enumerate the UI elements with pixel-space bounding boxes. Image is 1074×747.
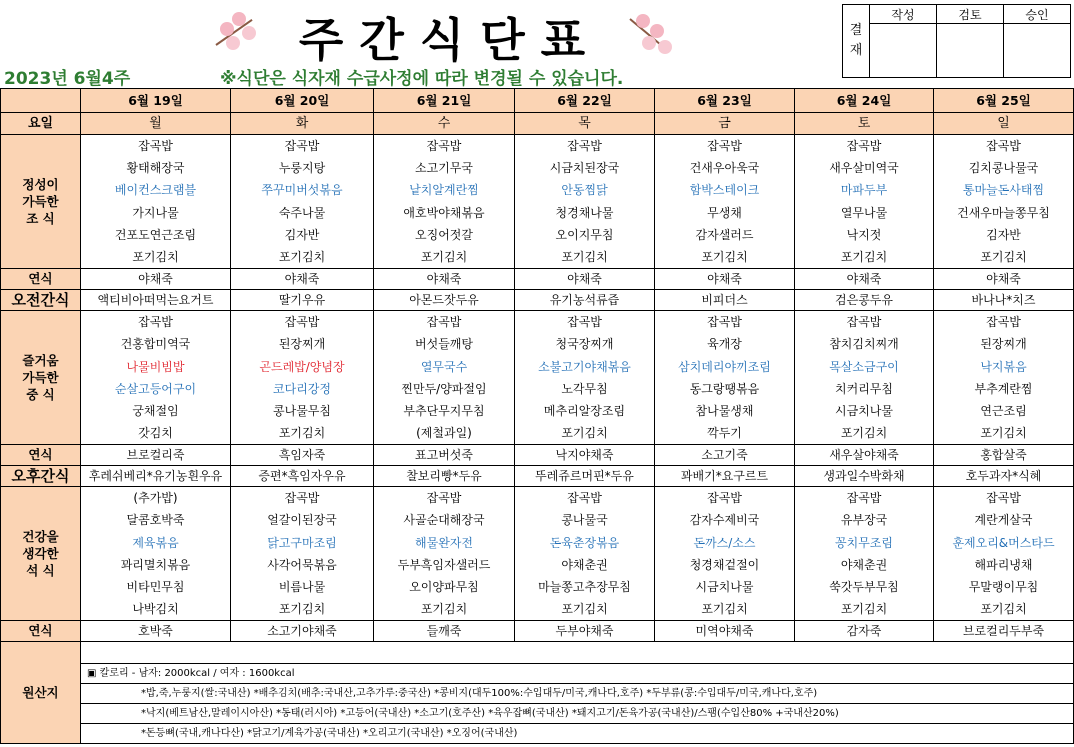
menu-item: 버섯들깨탕	[415, 337, 473, 352]
origin-line: *밥,죽,누룽지(쌀:국내산) *배추김치(배추:국내산,고추가루:중국산) *콩비지(대두100%:수입대두/미국,캐나다,호주) *두부류(콩:수입대두/미국,캐나다,호주)	[81, 684, 1073, 704]
menu-item: 깍두기	[707, 426, 742, 441]
menu-item: 비타민무침	[126, 580, 185, 594]
menu-item: 치커리무침	[835, 381, 893, 396]
menu-item: 낙지젓	[846, 227, 882, 242]
menu-item: 오이양파무침	[409, 580, 479, 594]
meal-cell	[81, 311, 231, 445]
menu-item: 돈육춘장볶음	[549, 535, 620, 550]
date-cell: 6월 24일	[795, 89, 934, 113]
menu-item: 김자반	[986, 227, 1021, 242]
menu-item: 잡곡밥	[707, 315, 742, 330]
date-row	[1, 89, 1074, 113]
meal-cell	[81, 487, 231, 621]
snack-cell: 바나나*치즈	[934, 290, 1074, 311]
origin-content	[81, 642, 1074, 744]
menu-item: 콩나물국	[561, 513, 608, 528]
menu-item: 잡곡밥	[846, 315, 882, 330]
menu-item: 황태해장국	[126, 161, 185, 176]
snack-cell: 아몬드잣두유	[374, 290, 515, 311]
weekday-cell: 월	[81, 113, 231, 135]
menu-item: 포기김치	[840, 426, 888, 441]
porridge-cell: 야채죽	[655, 269, 795, 290]
breakfast-porridge-row	[1, 269, 1074, 290]
approval-sign-review[interactable]	[937, 24, 1004, 78]
menu-item: 된장찌개	[980, 337, 1027, 352]
menu-item: 건새우마늘쫑무침	[957, 205, 1050, 220]
menu-item: 달콤호박죽	[126, 513, 185, 528]
menu-item: 포기김치	[840, 249, 888, 264]
menu-item: 포기김치	[420, 602, 468, 617]
date-cell: 6월 19일	[81, 89, 231, 113]
menu-item: 비름나물	[278, 580, 326, 594]
weekday-label: 요일	[1, 113, 81, 135]
menu-item: 잡곡밥	[707, 139, 742, 153]
menu-item: 잡곡밥	[846, 491, 882, 506]
cherry-blossom-left-icon	[212, 4, 264, 60]
porridge-cell: 야채죽	[81, 269, 231, 290]
menu-item: 청경채겉절이	[689, 557, 760, 572]
menu-item: 갓김치	[138, 426, 173, 441]
menu-item: 건포도연근조림	[114, 227, 197, 242]
menu-item: 부추계란찜	[974, 381, 1033, 396]
menu-item: 감자샐러드	[695, 227, 754, 242]
menu-item: (추가밥)	[133, 491, 178, 506]
menu-item: 소불고기야채볶음	[538, 359, 631, 374]
menu-item: 열무국수	[420, 359, 468, 374]
menu-item: 마늘쫑고추장무침	[538, 580, 631, 594]
approval-col-review: 검토	[937, 5, 1004, 24]
menu-item: 잡곡밥	[567, 491, 602, 506]
weekday-cell: 목	[515, 113, 655, 135]
weekday-cell: 수	[374, 113, 515, 135]
menu-item: 메추리알장조림	[543, 403, 626, 418]
menu-item: 나물비빔밥	[126, 359, 185, 374]
menu-item: 포기김치	[561, 249, 608, 264]
lunch-row	[1, 311, 1074, 445]
menu-item: 오징어젓갈	[415, 227, 473, 242]
menu-item: 곤드레밥/양념장	[259, 359, 345, 374]
menu-item: 해파리냉채	[974, 557, 1033, 572]
menu-item: 두부흑임자샐러드	[397, 557, 491, 572]
menu-item: 잡곡밥	[567, 315, 602, 330]
week-label: 2023년 6월4주	[4, 69, 131, 89]
menu-item: 포기김치	[278, 426, 326, 441]
approval-label: 결 재	[843, 5, 870, 78]
snack-cell: 생과일수박화채	[795, 466, 934, 487]
menu-item: 포기김치	[980, 602, 1027, 617]
meal-cell	[81, 135, 231, 269]
menu-item: 사골순대해장국	[403, 513, 485, 528]
menu-item: 베이컨스크램블	[114, 183, 197, 198]
porridge-cell: 소고기죽	[655, 445, 795, 466]
meal-cell	[795, 311, 934, 445]
menu-item: 동그랑땡볶음	[689, 381, 760, 396]
porridge-cell: 브로컬리죽	[81, 445, 231, 466]
menu-item: 함박스테이크	[689, 183, 760, 198]
menu-item: 야채춘권	[840, 557, 888, 572]
pm-snack-label: 오후간식	[1, 466, 81, 487]
porridge-cell: 표고버섯죽	[374, 445, 515, 466]
menu-item: 잡곡밥	[284, 491, 320, 506]
menu-item: 청경채나물	[555, 205, 614, 220]
menu-item: 훈제오리&머스타드	[952, 535, 1055, 550]
origin-line: *낙지(베트남산,말레이시아산) *동태(러시아) *고등어(국내산) *소고기(호주산) *육우잡뼈(국내산) *돼지고기/돈육가공(국내산)/스팸(수입산80% +국내산20%)	[81, 704, 1073, 724]
menu-item: 포기김치	[980, 249, 1027, 264]
porridge-cell: 야채죽	[795, 269, 934, 290]
snack-cell: 뚜레쥬르머핀*두유	[515, 466, 655, 487]
menu-item: 육개장	[707, 337, 742, 352]
menu-item: 참치김치찌개	[829, 337, 899, 352]
weekday-cell: 금	[655, 113, 795, 135]
corner-cell	[1, 89, 81, 113]
meal-cell	[231, 135, 374, 269]
menu-item: 청국장찌개	[555, 337, 614, 352]
menu-item: 포기김치	[561, 602, 608, 617]
menu-item: 목살소금구이	[829, 359, 899, 374]
snack-cell: 꽈배기*요구르트	[655, 466, 795, 487]
menu-item: 통마늘돈사태찜	[962, 183, 1045, 198]
menu-item: 잡곡밥	[426, 139, 462, 153]
menu-item: 나박김치	[132, 602, 179, 617]
menu-item: 잡곡밥	[567, 139, 602, 153]
lunch-porridge-row	[1, 445, 1074, 466]
menu-item: 잡곡밥	[284, 315, 320, 330]
menu-item: 포기김치	[701, 602, 748, 617]
page-title: 주간식단표	[298, 13, 602, 67]
menu-item: 된장찌개	[278, 337, 326, 352]
lunch-label: 즐거움 가득한 중 식	[1, 311, 81, 445]
menu-item: 포기김치	[278, 602, 326, 617]
porridge-cell: 호박죽	[81, 621, 231, 642]
menu-item: 낱치알계란찜	[409, 183, 479, 198]
weekday-row	[1, 113, 1074, 135]
breakfast-row	[1, 135, 1074, 269]
menu-item: 유부장국	[840, 513, 888, 528]
menu-item: 숙주나물	[278, 205, 326, 220]
weekday-cell: 일	[934, 113, 1074, 135]
origin-line: *돈등뼈(국내,캐나다산) *닭고기/계육가공(국내산) *오리고기(국내산) *오징어(국내산)	[141, 728, 518, 740]
menu-item: 포기김치	[980, 426, 1027, 441]
menu-item: 열무나물	[840, 205, 888, 220]
menu-item: 쑥갓두부무침	[829, 580, 899, 594]
meal-cell	[515, 135, 655, 269]
menu-item: 무생채	[707, 205, 742, 220]
menu-item: 잡곡밥	[426, 491, 462, 506]
porridge-label: 연식	[1, 621, 81, 642]
menu-item: 낙지볶음	[980, 359, 1027, 374]
snack-cell: 비피더스	[655, 290, 795, 311]
snack-cell: 액티비아떠먹는요거트	[81, 290, 231, 311]
date-cell: 6월 25일	[934, 89, 1074, 113]
meal-cell	[515, 487, 655, 621]
menu-item: 오이지무침	[555, 227, 614, 242]
menu-item: 잡곡밥	[986, 315, 1021, 330]
snack-cell: 후레쉬베리*유기농흰우유	[81, 466, 231, 487]
menu-item: 계란게살국	[974, 513, 1033, 528]
menu-item: 찐만두/양파절임	[401, 381, 487, 396]
menu-item: (제철과일)	[416, 426, 472, 441]
date-cell: 6월 23일	[655, 89, 795, 113]
snack-cell: 유기농석류즙	[515, 290, 655, 311]
date-cell: 6월 20일	[231, 89, 374, 113]
snack-cell: 찰보리빵*두유	[374, 466, 515, 487]
porridge-cell: 낙지야채죽	[515, 445, 655, 466]
porridge-cell: 야채죽	[515, 269, 655, 290]
menu-item: 마파두부	[840, 183, 888, 198]
approval-box	[842, 4, 1071, 78]
page-header	[0, 0, 1074, 88]
approval-sign-draft[interactable]	[870, 24, 937, 78]
menu-item: 순살고등어구이	[114, 381, 197, 396]
menu-item: 삼치데리야끼조림	[678, 359, 771, 374]
menu-item: 잡곡밥	[986, 139, 1021, 153]
menu-item: 김치콩나물국	[968, 161, 1039, 176]
snack-cell: 호두과자*식혜	[934, 466, 1074, 487]
meal-cell	[374, 135, 515, 269]
menu-item: 사각어묵볶음	[267, 557, 337, 572]
menu-item: 잡곡밥	[138, 315, 173, 330]
meal-cell	[655, 311, 795, 445]
menu-item: 누룽지탕	[278, 161, 326, 176]
date-cell: 6월 22일	[515, 89, 655, 113]
meal-cell	[795, 487, 934, 621]
meal-cell	[374, 311, 515, 445]
dinner-row	[1, 487, 1074, 621]
calorie-info: ▣ 칼로리 - 남자: 2000kcal / 여자 : 1600kcal	[81, 663, 1073, 684]
porridge-label: 연식	[1, 445, 81, 466]
notice-text: ※식단은 식자재 수급사정에 따라 변경될 수 있습니다.	[220, 69, 624, 89]
approval-col-approve: 승인	[1004, 5, 1071, 24]
menu-item: 꽁치무조림	[835, 535, 893, 550]
menu-item: 잡곡밥	[284, 139, 320, 153]
am-snack-label: 오전간식	[1, 290, 81, 311]
am-snack-row	[1, 290, 1074, 311]
porridge-cell: 들깨죽	[374, 621, 515, 642]
menu-item: 소고기무국	[415, 161, 473, 176]
meal-cell	[231, 311, 374, 445]
menu-item: 야채춘권	[561, 557, 608, 572]
pm-snack-row	[1, 466, 1074, 487]
menu-item: 돈까스/소스	[693, 535, 756, 550]
menu-item: 잡곡밥	[138, 139, 173, 153]
menu-item: 건홍합미역국	[120, 337, 191, 352]
menu-item: 포기김치	[561, 426, 608, 441]
meal-cell	[655, 135, 795, 269]
menu-item: 콩나물무침	[273, 403, 331, 418]
menu-item: 잡곡밥	[846, 139, 882, 153]
porridge-cell: 새우살야채죽	[795, 445, 934, 466]
menu-item: 꽈리멸치볶음	[120, 557, 191, 572]
snack-cell: 검은콩두유	[795, 290, 934, 311]
porridge-cell: 소고기야채죽	[231, 621, 374, 642]
meal-cell	[934, 487, 1074, 621]
menu-item: 해물완자전	[415, 535, 473, 550]
menu-item: 참나물생채	[695, 403, 754, 418]
menu-item: 부추단무지무침	[403, 403, 485, 418]
menu-item: 포기김치	[278, 249, 326, 264]
menu-item: 감자수제비국	[689, 513, 760, 528]
porridge-cell: 두부야채죽	[515, 621, 655, 642]
porridge-cell: 홍합살죽	[934, 445, 1074, 466]
menu-item: 포기김치	[132, 249, 179, 264]
porridge-cell: 브로컬리두부죽	[934, 621, 1074, 642]
menu-item: 닭고구마조림	[267, 535, 337, 550]
meal-cell	[231, 487, 374, 621]
menu-item: 잡곡밥	[986, 491, 1021, 506]
weekday-cell: 토	[795, 113, 934, 135]
porridge-cell: 미역야채죽	[655, 621, 795, 642]
porridge-cell: 야채죽	[934, 269, 1074, 290]
porridge-cell: 야채죽	[231, 269, 374, 290]
dinner-porridge-row	[1, 621, 1074, 642]
date-cell: 6월 21일	[374, 89, 515, 113]
meal-cell	[655, 487, 795, 621]
menu-item: 잡곡밥	[426, 315, 462, 330]
weekly-menu-table	[0, 88, 1074, 744]
origin-row	[1, 642, 1074, 744]
menu-item: 안동찜닭	[561, 183, 608, 198]
breakfast-label: 정성이 가득한 조 식	[1, 135, 81, 269]
menu-item: 무말랭이무침	[968, 580, 1039, 594]
dinner-label: 건강을 생각한 석 식	[1, 487, 81, 621]
menu-item: 시금치된장국	[549, 161, 620, 176]
menu-item: 노각무침	[561, 381, 608, 396]
porridge-cell: 야채죽	[374, 269, 515, 290]
menu-item: 코다리강정	[273, 381, 331, 396]
origin-label: 원산지	[1, 642, 81, 744]
menu-item: 제육볶음	[132, 535, 179, 550]
menu-item: 쭈꾸미버섯볶음	[261, 183, 343, 198]
meal-cell	[795, 135, 934, 269]
approval-sign-approve[interactable]	[1004, 24, 1071, 78]
menu-item: 새우살미역국	[829, 161, 899, 176]
menu-item: 포기김치	[840, 602, 888, 617]
porridge-cell: 흑임자죽	[231, 445, 374, 466]
menu-item: 궁채절임	[132, 403, 179, 418]
porridge-label: 연식	[1, 269, 81, 290]
menu-item: 건새우아욱국	[689, 161, 760, 176]
menu-item: 얼갈이된장국	[267, 513, 337, 528]
weekday-cell: 화	[231, 113, 374, 135]
menu-item: 김자반	[284, 227, 320, 242]
menu-item: 포기김치	[701, 249, 748, 264]
meal-cell	[374, 487, 515, 621]
cherry-blossom-right-icon	[626, 4, 678, 60]
approval-col-draft: 작성	[870, 5, 937, 24]
menu-item: 연근조림	[980, 403, 1027, 418]
menu-item: 포기김치	[420, 249, 468, 264]
menu-item: 가지나물	[132, 205, 179, 220]
meal-cell	[934, 135, 1074, 269]
meal-cell	[515, 311, 655, 445]
meal-cell	[934, 311, 1074, 445]
porridge-cell: 감자죽	[795, 621, 934, 642]
menu-item: 시금치나물	[835, 403, 893, 418]
snack-cell: 증편*흑임자우유	[231, 466, 374, 487]
menu-item: 시금치나물	[695, 580, 754, 594]
snack-cell: 딸기우유	[231, 290, 374, 311]
menu-item: 애호박야채볶음	[403, 205, 485, 220]
menu-item: 잡곡밥	[707, 491, 742, 506]
